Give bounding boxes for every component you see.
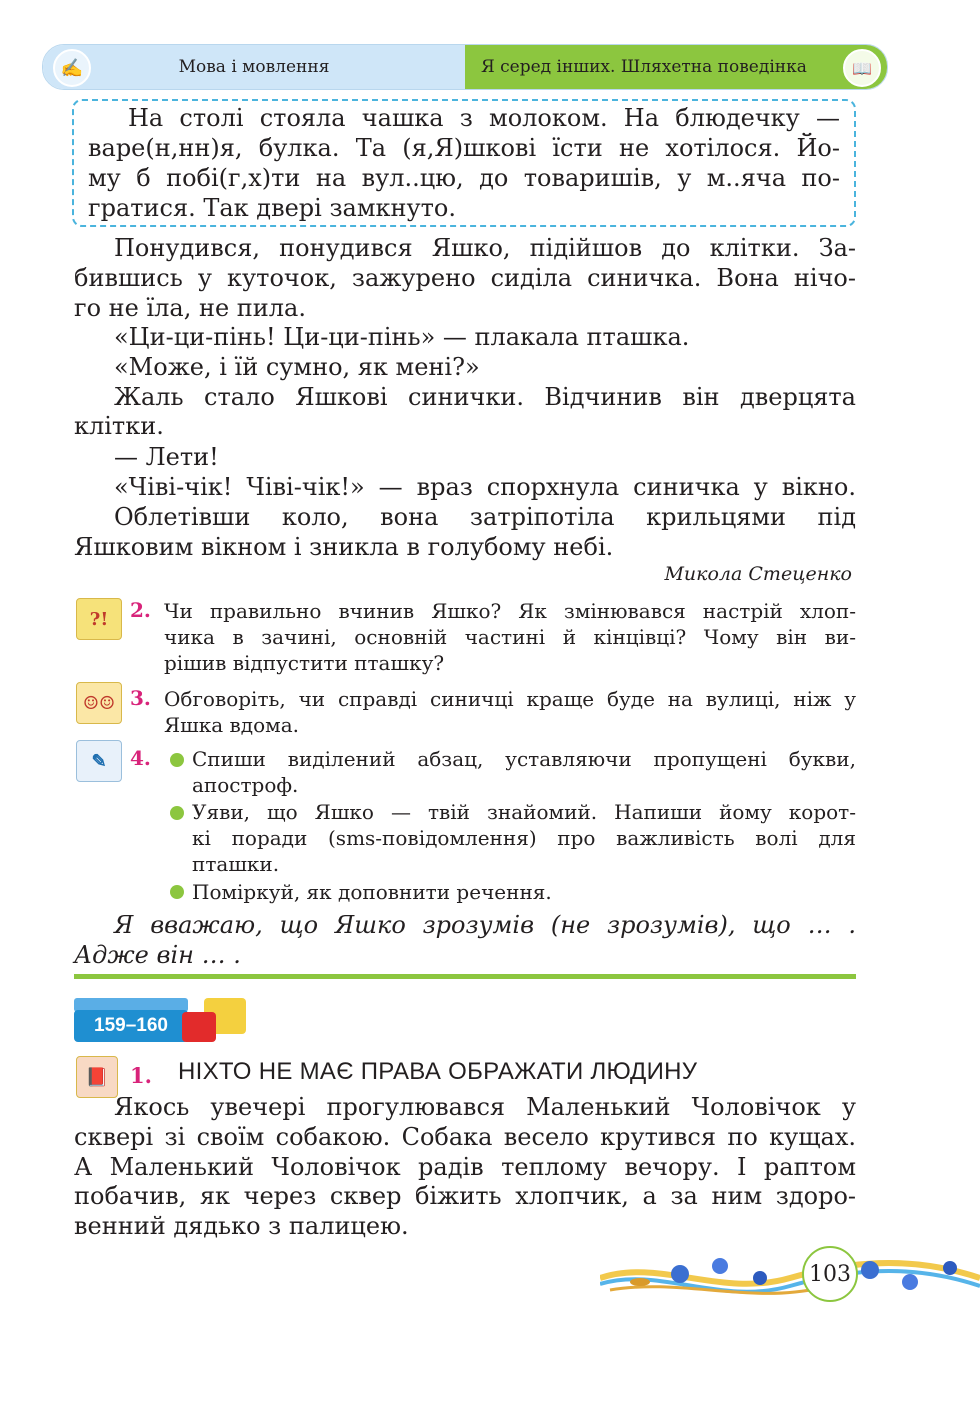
task-line: рішив відпустити пташку? bbox=[164, 651, 445, 675]
task-text bbox=[164, 598, 856, 676]
passage-line: Жаль стало Яшкові синички. Відчинив він дверцята bbox=[114, 383, 856, 411]
task-line: апостроф. bbox=[192, 773, 299, 797]
task-number: 4. bbox=[130, 746, 151, 770]
task-bullet bbox=[192, 746, 856, 798]
task-line: Обговоріть, чи справді синичці краще буде на вулиці, ніж у bbox=[164, 687, 856, 711]
bullet-dot bbox=[170, 885, 184, 899]
bullet-dot bbox=[170, 753, 184, 767]
section-divider bbox=[74, 974, 856, 979]
lesson-line: сквері зі своїм собакою. Собака весело крутився по кущах. bbox=[74, 1123, 856, 1151]
task-line: кі поради (sms-повідомлення) про важливість волі для bbox=[192, 826, 856, 850]
page-number: 103 bbox=[802, 1246, 858, 1302]
passage-line: клітки. bbox=[74, 412, 164, 440]
lesson-line: Якось увечері прогулювався Маленький Чоловічок у bbox=[114, 1093, 856, 1121]
pen-icon: ✍ bbox=[53, 49, 91, 87]
header-section-left bbox=[43, 45, 465, 89]
lesson-title: НІХТО НЕ МАЄ ПРАВА ОБРАЖАТИ ЛЮДИНУ bbox=[178, 1058, 698, 1085]
passage-author: Микола Стеценко bbox=[664, 563, 852, 585]
writing-icon: ✎ bbox=[76, 740, 122, 782]
lesson-line: А Маленький Чоловічок радів теплому вечору. І раптом bbox=[74, 1153, 856, 1181]
header-right-title: Я серед інших. Шляхетна поведінка bbox=[481, 57, 807, 77]
question-icon: ?! bbox=[76, 598, 122, 640]
task-line: Чи правильно вчинив Яшко? Як змінювався настрій хлоп- bbox=[164, 599, 856, 623]
task-number: 2. bbox=[130, 598, 151, 622]
header-section-right bbox=[465, 45, 887, 89]
reading-icon: 📕 bbox=[76, 1056, 118, 1098]
task-line: пташки. bbox=[192, 852, 280, 876]
sentence-starter: Адже він … . bbox=[74, 941, 241, 969]
task-number: 1. bbox=[130, 1063, 152, 1088]
passage-line: «Може, і їй сумно, як мені?» bbox=[114, 353, 480, 381]
lesson-number-badge: 159–160 bbox=[74, 1010, 188, 1042]
flower-ornament-icon bbox=[600, 1248, 980, 1306]
passage-line: варе(н,нн)я, булка. Та (я,Я)шкові їсти не хотілося. Йо- bbox=[88, 134, 840, 162]
passage-line: му б побі(г,х)ти на вул..цю, до товаришів, у м..яча по- bbox=[88, 164, 840, 192]
passage-line: Понудився, понудився Яшко, підійшов до клітки. За- bbox=[114, 234, 856, 262]
discussion-icon: ☺☺ bbox=[76, 682, 122, 724]
bullet-dot bbox=[170, 806, 184, 820]
task-bullet bbox=[192, 799, 856, 877]
task-line: Поміркуй, як доповнити речення. bbox=[192, 880, 552, 904]
sentence-starter: Я вважаю, що Яшко зрозумів (не зрозумів), що … . bbox=[114, 911, 856, 939]
task-bullet bbox=[192, 879, 856, 905]
passage-line: Яшковим вікном і зникла в голубому небі. bbox=[74, 533, 614, 561]
page-header bbox=[42, 44, 888, 90]
passage-line: гратися. Так двері замкнуто. bbox=[88, 194, 457, 222]
passage-line: «Ци-ци-пінь! Ци-ци-пінь» — плакала пташка. bbox=[114, 323, 690, 351]
passage-line: На столі стояла чашка з молоком. На блюдечку — bbox=[128, 104, 840, 132]
task-number: 3. bbox=[130, 686, 151, 710]
task-text bbox=[164, 686, 856, 738]
passage-line: го не їла, не пила. bbox=[74, 294, 306, 322]
task-line: Спиши виділений абзац, уставляючи пропущені букви, bbox=[192, 747, 856, 771]
task-line: чика в зачині, основній частині й кінцівці? Чому він ви- bbox=[164, 625, 856, 649]
lesson-line: венний дядько з палицею. bbox=[74, 1212, 409, 1240]
passage-line: — Лети! bbox=[114, 443, 219, 471]
passage-line: бившись у куточок, зажурено сиділа синичка. Вона нічо- bbox=[74, 264, 856, 292]
book-icon: 📖 bbox=[843, 49, 881, 87]
passage-line: «Чіві-чік! Чіві-чік!» — враз спорхнула синичка у вікно. bbox=[114, 473, 856, 501]
header-left-title: Мова і мовлення bbox=[178, 57, 330, 77]
lesson-line: побачив, як через сквер біжить хлопчик, а за ним здоро- bbox=[74, 1182, 856, 1210]
passage-line: Облетівши коло, вона затріпотіла крильцями під bbox=[114, 503, 856, 531]
task-line: Яшка вдома. bbox=[164, 713, 299, 737]
lego-brick-icon bbox=[182, 1012, 216, 1042]
task-line: Уяви, що Яшко — твій знайомий. Напиши йому корот- bbox=[192, 800, 856, 824]
